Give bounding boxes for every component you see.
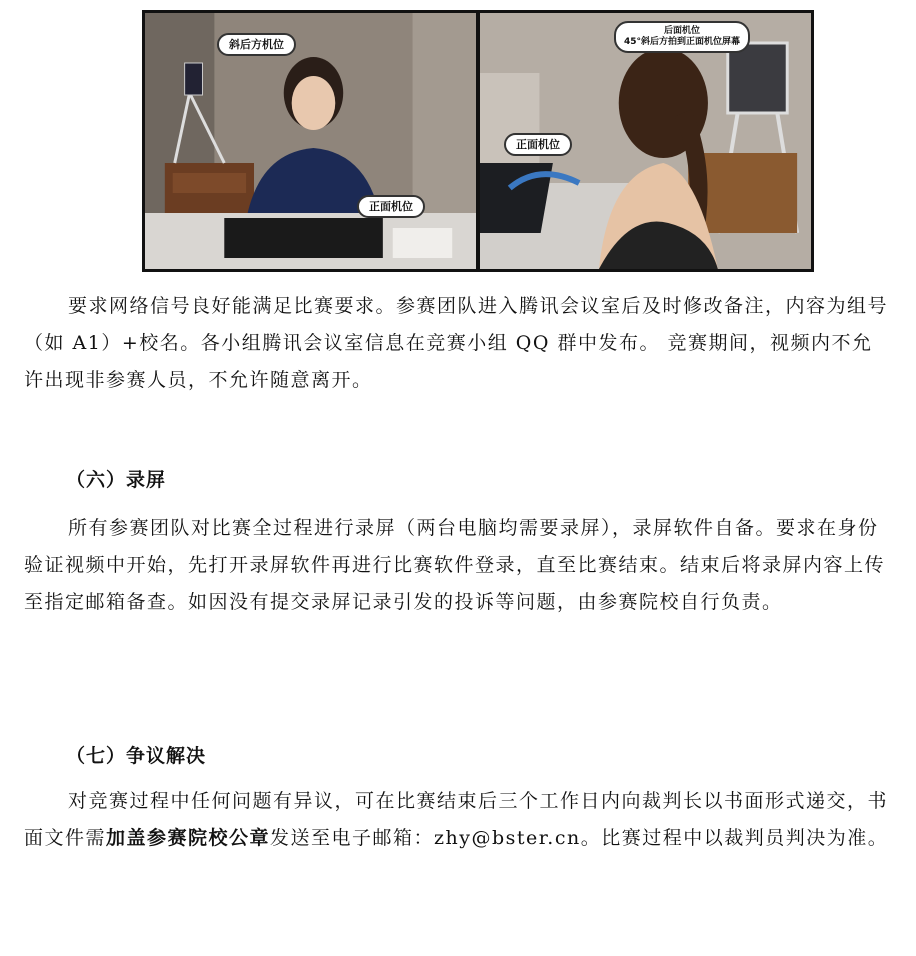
camera-setup-figure (142, 10, 814, 272)
dispute-text-part1: 对竞赛过程中任何问题有异议，可在比赛结束后三个工作日内向裁判长以书面形式递交，书面文件需 (24, 790, 889, 849)
callout-rear-oblique-camera: 斜后方机位 (217, 33, 296, 56)
callout-rear-camera-line1: 后面机位 (664, 26, 701, 36)
paragraph-network-requirements: 要求网络信号良好能满足比赛要求。参赛团队进入腾讯会议室后及时修改备注，内容为组号（如 A1）+校名。各小组腾讯会议室信息在竞赛小组 QQ 群中发布。 竞赛期间，视频内不允许出现非参赛人员，不允许随意离开。 (24, 295, 889, 391)
callout-front-camera-right: 正面机位 (504, 133, 572, 156)
rear-view-photo (480, 13, 811, 269)
callout-rear-camera (614, 21, 750, 53)
callout-front-camera: 正面机位 (357, 195, 425, 218)
dispute-text-part2: 发送至电子邮箱：zhy@bster.cn。比赛过程中以裁判员判决为准。 (270, 827, 889, 849)
paragraph-screen-recording: 所有参赛团队对比赛全过程进行录屏（两台电脑均需要录屏），录屏软件自备。要求在身份验证视频中开始，先打开录屏软件再进行比赛软件登录，直至比赛结束。结束后将录屏内容上传至指定邮箱备查。如因没有提交录屏记录引发的投诉等问题，由参赛院校自行负责。 (24, 517, 886, 613)
section-heading-screen-recording: （六）录屏 (66, 469, 167, 491)
dispute-text-official-seal: 加盖参赛院校公章 (106, 827, 271, 849)
front-view-photo (145, 13, 476, 269)
front-view-illustration (145, 13, 476, 269)
paragraph-dispute-resolution (24, 783, 892, 857)
section-heading-dispute-resolution: （七）争议解决 (66, 745, 207, 767)
callout-rear-camera-line2: 45°斜后方拍到正面机位屏幕 (624, 37, 741, 47)
